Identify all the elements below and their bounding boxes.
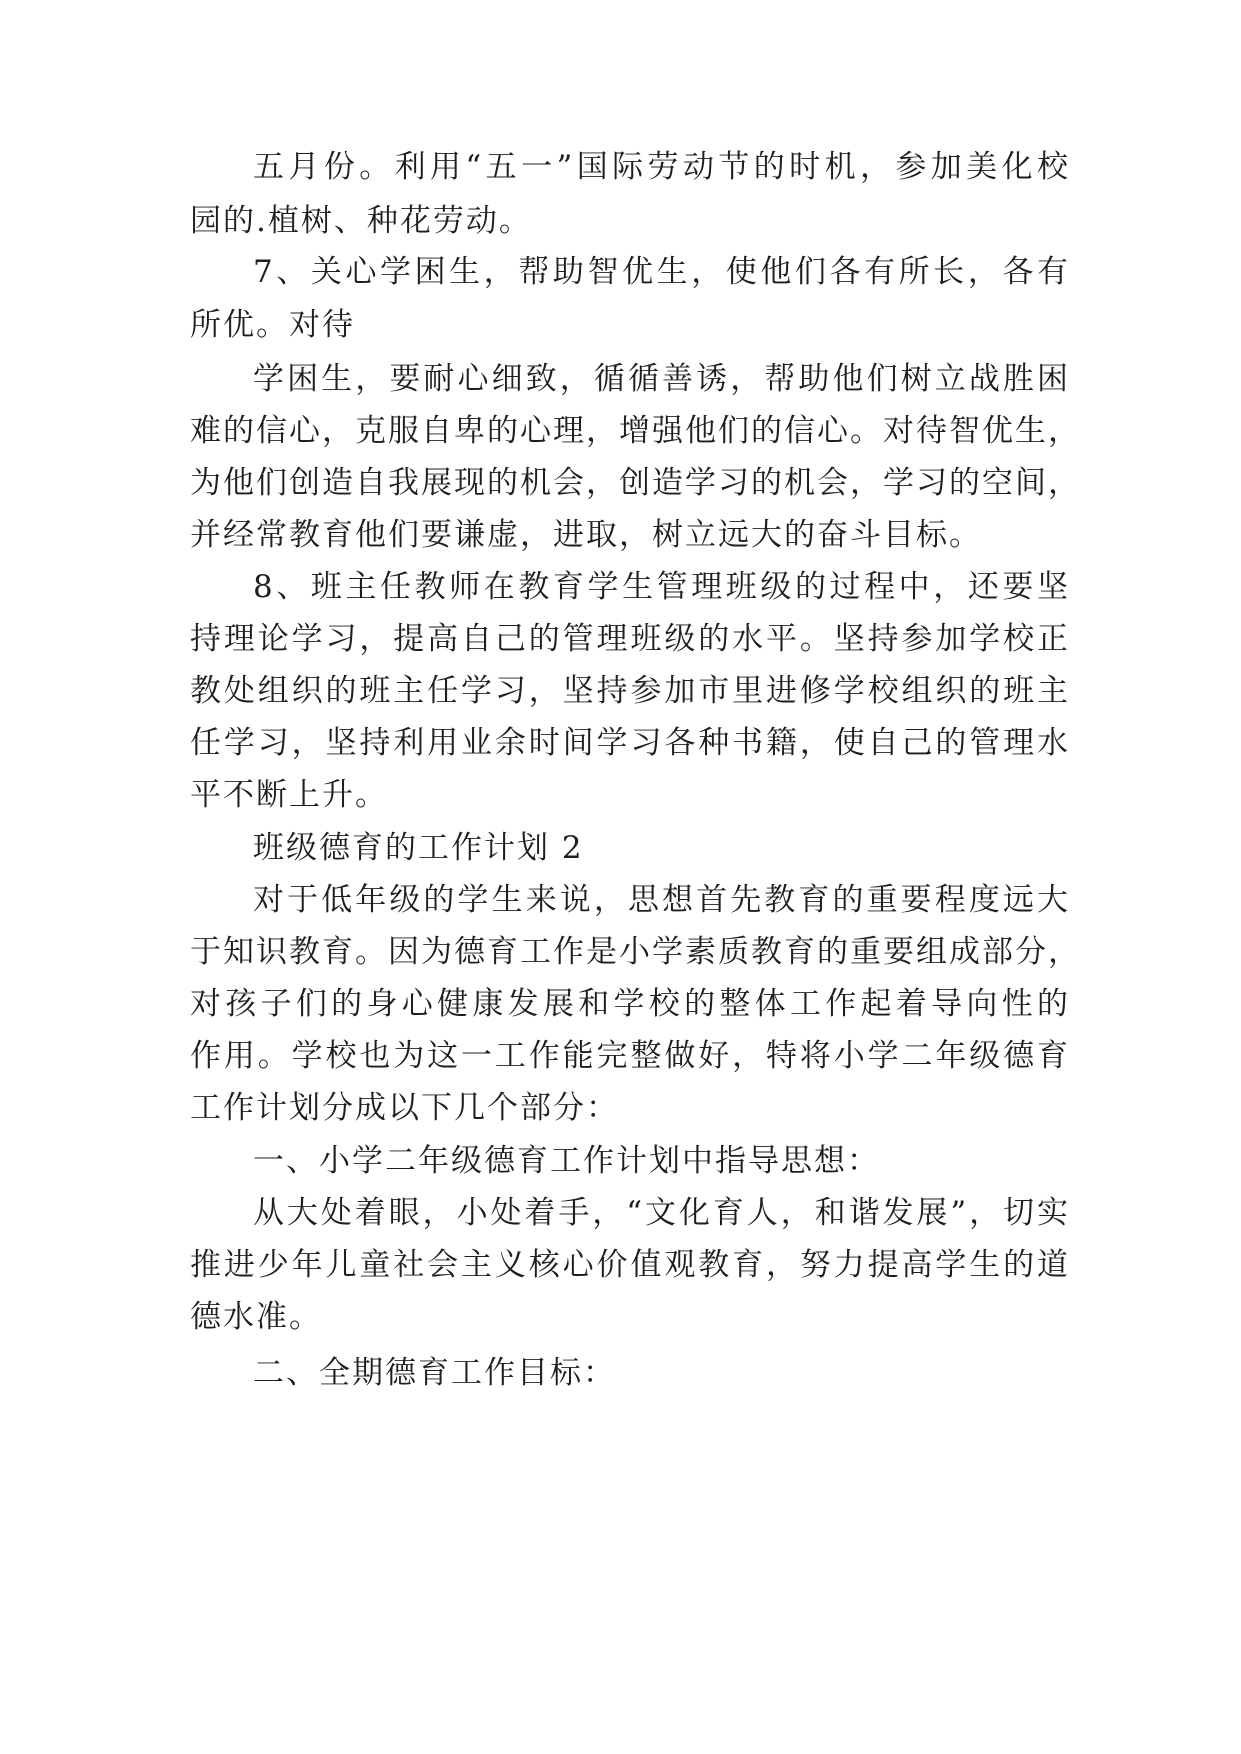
- text-line: 德水准。: [190, 1299, 322, 1335]
- text-line: 五月份。利用“五一”国际劳动节的时机，参加美化校: [253, 149, 1070, 185]
- text-line: 持理论学习，提高自己的管理班级的水平。坚持参加学校正: [190, 621, 1070, 657]
- text-line: 7、关心学困生，帮助智优生，使他们各有所长，各有: [253, 254, 1070, 290]
- text-line: 对于低年级的学生来说，思想首先教育的重要程度远大: [253, 882, 1070, 918]
- text-line: 任学习，坚持利用业余时间学习各种书籍，使自己的管理水: [190, 725, 1070, 761]
- text-line: 所优。对待: [190, 307, 355, 343]
- text-line: 难的信心，克服自卑的心理，增强他们的信心。对待智优生，: [190, 413, 1081, 449]
- text-line: 作用。学校也为这一工作能完整做好，特将小学二年级德育: [190, 1038, 1070, 1074]
- text-line: 工作计划分成以下几个部分：: [190, 1090, 619, 1126]
- text-line: 并经常教育他们要谦虚，进取，树立远大的奋斗目标。: [190, 517, 982, 553]
- text-line: 于知识教育。因为德育工作是小学素质教育的重要组成部分，: [190, 934, 1081, 970]
- text-line: 从大处着眼，小处着手，“文化育人，和谐发展”，切实: [253, 1195, 1070, 1231]
- text-line: 推进少年儿童社会主义核心价值观教育，努力提高学生的道: [190, 1247, 1070, 1283]
- text-line: 8、班主任教师在教育学生管理班级的过程中，还要坚: [253, 569, 1070, 605]
- text-line: 学困生，要耐心细致，循循善诱，帮助他们树立战胜困: [253, 361, 1070, 397]
- text-line: 为他们创造自我展现的机会，创造学习的机会，学习的空间，: [190, 465, 1081, 501]
- text-line: 园的.植树、种花劳动。: [190, 203, 532, 239]
- text-line: 二、全期德育工作目标：: [253, 1355, 616, 1391]
- text-line: 对孩子们的身心健康发展和学校的整体工作起着导向性的: [190, 986, 1070, 1022]
- section-heading: 班级德育的工作计划 2: [253, 830, 584, 866]
- text-line: 教处组织的班主任学习，坚持参加市里进修学校组织的班主: [190, 673, 1070, 709]
- text-line: 平不断上升。: [190, 777, 388, 813]
- text-line: 一、小学二年级德育工作计划中指导思想：: [253, 1143, 880, 1179]
